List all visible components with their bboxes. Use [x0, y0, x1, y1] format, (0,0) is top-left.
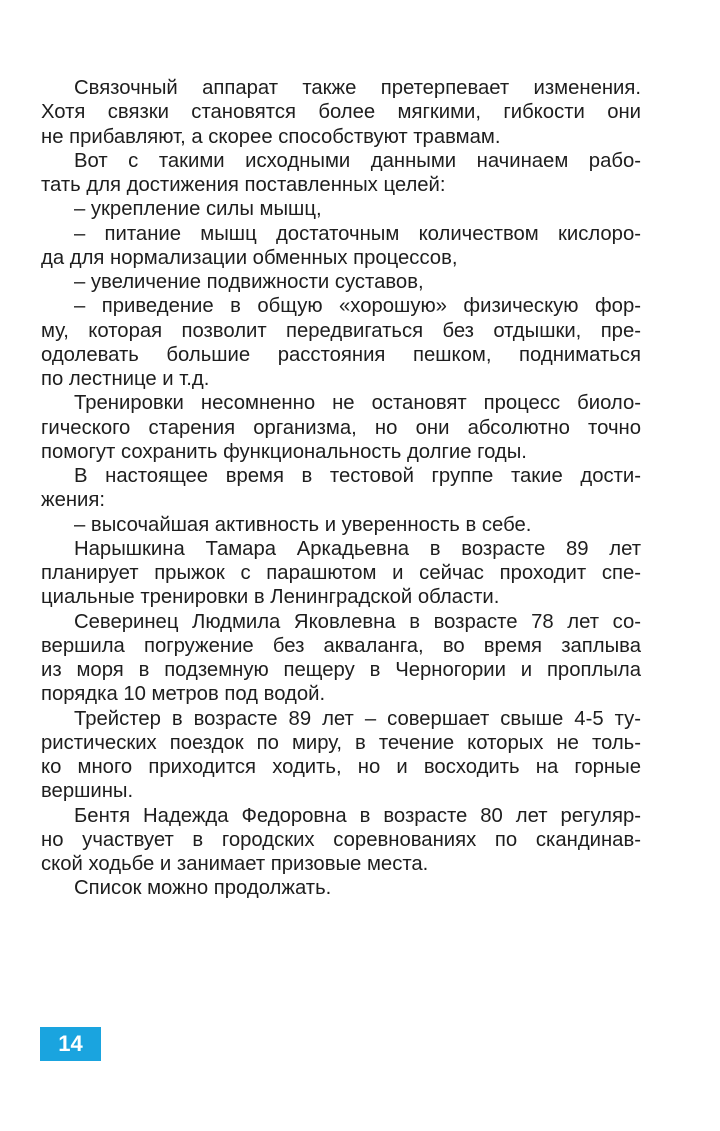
text-line: му, которая позволит передвигаться без отдышки, пре- — [41, 319, 641, 342]
text-line: – увеличение подвижности суставов, — [74, 271, 424, 293]
text-line: ко много приходится ходить, но и восходить на горные — [41, 756, 641, 778]
text-line: Хотя связки становятся более мягкими, гибкости они — [41, 101, 641, 124]
text-line: Трейстер в возрасте 89 лет – совершает свыше 4-5 ту- — [74, 707, 641, 730]
text-line: – питание мышц достаточным количеством кислоро- — [74, 222, 641, 245]
text-line: из моря в подземную пещеру в Черногории и проплыла — [41, 659, 641, 681]
text-line: Бентя Надежда Федоровна в возрасте 80 лет регуляр- — [74, 804, 641, 827]
text-line: Нарышкина Тамара Аркадьевна в возрасте 89 лет — [74, 537, 641, 560]
text-line: вершины. — [41, 780, 134, 803]
text-line: Связочный аппарат также претерпевает изменения. — [74, 77, 641, 99]
text-line: планирует прыжок с парашютом и сейчас проходит спе- — [41, 562, 641, 584]
text-line: жения: — [41, 489, 105, 512]
text-line: ристических поездок по миру, в течение которых не толь- — [41, 731, 641, 754]
text-line: порядка 10 метров под водой. — [41, 683, 326, 706]
text-line: циальные тренировки в Ленинградской области. — [41, 586, 500, 609]
text-line: Тренировки несомненно не остановят процесс биоло- — [74, 392, 641, 415]
text-line: Список можно продолжать. — [74, 877, 332, 900]
text-line: – укрепление силы мышц, — [74, 198, 322, 221]
text-line: не прибавляют, а скорее способствуют травмам. — [41, 125, 501, 148]
text-line: Северинец Людмила Яковлевна в возрасте 78 лет со- — [74, 610, 641, 633]
page-number: 14 — [40, 1027, 101, 1061]
text-line: да для нормализации обменных процессов, — [41, 246, 458, 269]
text-line: вершила погружение без акваланга, во время заплыва — [41, 634, 641, 657]
body-text — [41, 76, 641, 901]
text-line: Вот с такими исходными данными начинаем рабо- — [74, 149, 641, 172]
text-line: гического старения организма, но они абсолютно точно — [41, 416, 641, 439]
text-line: тать для достижения поставленных целей: — [41, 174, 446, 196]
text-line: но участвует в городских соревнованиях по скандинав- — [41, 828, 641, 851]
text-line: помогут сохранить функциональность долгие годы. — [41, 440, 527, 463]
text-line: по лестнице и т.д. — [41, 368, 210, 390]
text-line: – приведение в общую «хорошую» физическую фор- — [74, 295, 641, 318]
text-line: одолевать большие расстояния пешком, подниматься — [41, 343, 641, 366]
text-line: – высочайшая активность и уверенность в себе. — [74, 513, 532, 536]
text-line: В настоящее время в тестовой группе такие дости- — [74, 465, 641, 487]
text-line: ской ходьбе и занимает призовые места. — [41, 853, 429, 875]
